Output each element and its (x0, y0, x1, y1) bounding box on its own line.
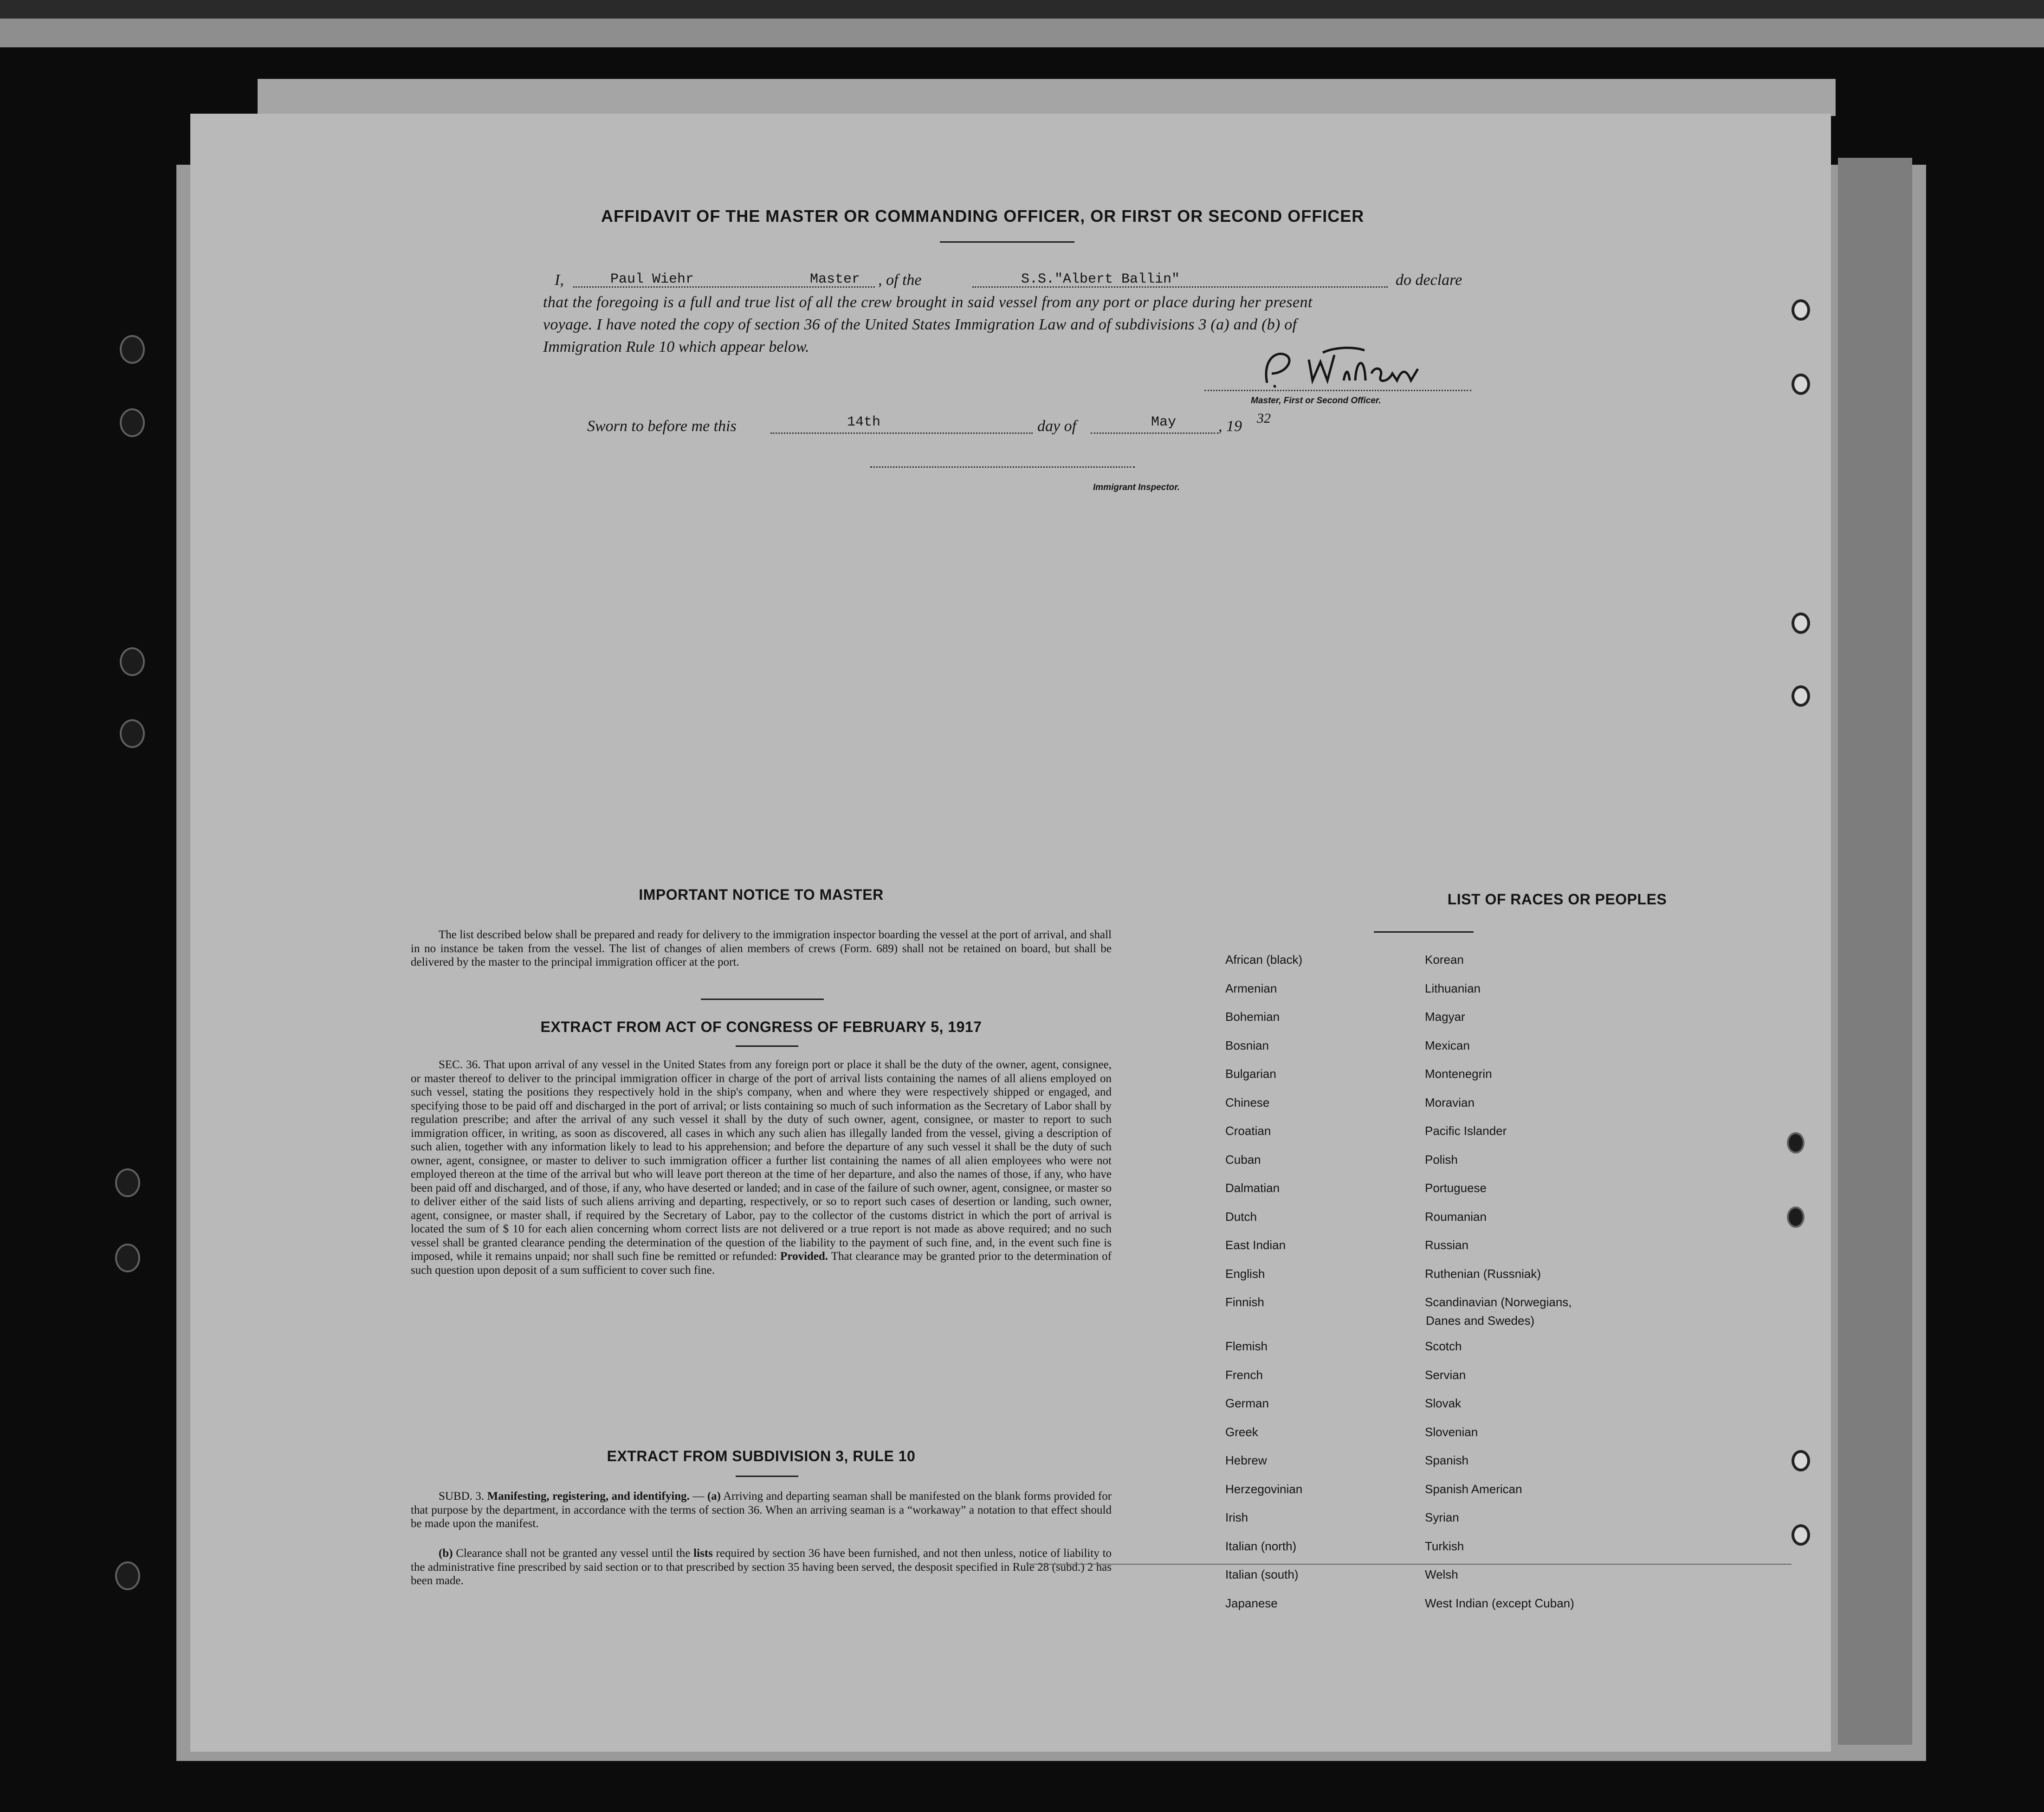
affidavit-page (190, 114, 1831, 1752)
race-item: Herzegovinian (1225, 1482, 1303, 1496)
race-item: Slovenian (1425, 1425, 1478, 1439)
race-item: Portuguese (1425, 1181, 1487, 1195)
affidavit-line-4: Immigration Rule 10 which appear below. (543, 338, 809, 355)
inspector-caption: Immigrant Inspector. (1093, 483, 1180, 492)
race-item: Ruthenian (Russniak) (1425, 1266, 1541, 1281)
race-item: Polish (1425, 1152, 1458, 1167)
race-item: Cuban (1225, 1152, 1261, 1167)
race-item: Syrian (1425, 1510, 1459, 1524)
race-item: Scandinavian (Norwegians, (1425, 1295, 1572, 1309)
notice-text: The list described below shall be prepared and ready for delivery to the immigration inspector boarding the vessel at the port of arrival, and shall in no instance be taken from the vessel. The list of changes of alien members of crews (Form. 689) shall not be retained on board, but shall be delivered by the master to the principal immigration officer at the port. (411, 929, 1112, 968)
race-item: Pacific Islander (1425, 1124, 1507, 1138)
binder-hole (115, 1244, 140, 1272)
race-item: Chinese (1225, 1095, 1270, 1109)
race-item: Slovak (1425, 1396, 1462, 1410)
act-body-end: That clearance may be granted prior to the determination of such question upon deposit of a sum sufficient to cover such fine. (411, 1250, 1112, 1277)
race-item: Dalmatian (1225, 1181, 1280, 1195)
affidavit-line-2: that the foregoing is a full and true list of all the crew brought in said vessel from any port or place during her present (543, 294, 1313, 311)
affidavit-i: I, (555, 271, 564, 289)
act-provided: Provided. (780, 1250, 828, 1263)
subd-b-label: (b) (439, 1547, 453, 1560)
race-item: German (1225, 1396, 1269, 1410)
act-body: SEC. 36. That upon arrival of any vessel in the United States from any foreign port or place it shall be the duty of the owner, agent, consignee, or master thereof to deliver to the principal immigration officer in charge of the port of arrival lists containing the names of all aliens employed on such vessel, stating the positions they respectively hold in the ship's company, when and where they were respectively shipped or engaged, and specifying those to be paid off and discharged in the port of arrival; or lists containing so much of such information as the Secretary of Labor shall by regulation prescribe; and after the arrival of any such vessel it shall by the duty of such owner, agent, consignee, or master to report to such immigration officer, in writing, as soon as discovered, all cases in which any such alien has illegally landed from the vessel, giving a description of such alien, together with any information likely to lead to his apprehension; and before the departure of any such vessel it shall be the duty of such owner, agent, consignee, or master to deliver to such immigration officer a further list containing the names of all alien employees who were not employed thereon at the time of the arrival but who will leave port thereon at the time of her departure, and also the names of those, if any, who have been paid off and discharged, and of those, if any, who have deserted or landed; and in case of the failure of such owner, agent, consignee, or master so to deliver either of the said lists of such aliens arriving and departing, respectively, or so to report such cases of desertion or landing, such owner, agent, consignee, or master shall, if required by the Secretary of Labor, pay to the collector of the customs district in which the port of arrival is located the sum of $ 10 for each alien concerning whom correct lists are not delivered or a true report is not made as above required; and no such vessel shall be granted clearance pending the determination of the question of the liability to the payment of such fine, and, in the event such fine is imposed, while it remains unpaid; nor shall such fine be remitted or refunded: (411, 1058, 1112, 1263)
day-line (770, 432, 1033, 434)
race-item: Bosnian (1225, 1038, 1269, 1052)
signature-caption: Master, First or Second Officer. (1251, 396, 1381, 406)
race-item: Roumanian (1425, 1209, 1487, 1224)
race-item: Korean (1425, 953, 1464, 967)
race-item: Hebrew (1225, 1453, 1267, 1467)
do-declare-text: do declare (1396, 271, 1462, 289)
vessel-name: S.S."Albert Ballin" (1021, 271, 1180, 287)
page-hole (1792, 1450, 1810, 1471)
race-item: Italian (north) (1225, 1539, 1297, 1553)
of-the-text: , of the (878, 271, 922, 289)
race-item: Dutch (1225, 1209, 1257, 1224)
binder-hole (115, 1561, 140, 1590)
page-hole (1792, 374, 1810, 395)
race-item: West Indian (except Cuban) (1425, 1596, 1574, 1610)
faint-rule (1026, 1564, 1792, 1565)
notice-title: IMPORTANT NOTICE TO MASTER (639, 886, 884, 903)
scanner-top-bar (0, 0, 2044, 19)
race-item: African (black) (1225, 953, 1303, 967)
subd-a-text (411, 1490, 1112, 1531)
race-item: English (1225, 1266, 1265, 1281)
race-item: Bohemian (1225, 1010, 1280, 1024)
sworn-text: Sworn to before me this (587, 418, 737, 435)
signature-line (1204, 390, 1471, 391)
master-name: Paul Wiehr (610, 271, 694, 287)
race-item: Spanish (1425, 1453, 1468, 1467)
act-rule (736, 1045, 798, 1047)
binder-hole (120, 408, 145, 437)
race-item: Japanese (1225, 1596, 1278, 1610)
notice-rule (701, 999, 824, 1000)
affidavit-title: AFFIDAVIT OF THE MASTER OR COMMANDING OFFICER, OR FIRST OR SECOND OFFICER (601, 206, 1365, 226)
subd-dash: — (692, 1490, 705, 1502)
race-item: East Indian (1225, 1238, 1286, 1252)
race-item: Bulgarian (1225, 1067, 1276, 1081)
right-edge-strip (1838, 158, 1912, 1745)
subd-b-body-2: required by section 36 have been furnished, and not then unless, notice of liability to the administrative fine prescribed by said section or to that prescribed by section 35 having been served, the desposit specified in Rule 28 (subd.) 2 has been made. (411, 1547, 1112, 1587)
race-item: Magyar (1425, 1010, 1465, 1024)
page-hole (1787, 1206, 1805, 1228)
subd-b-text (411, 1547, 1112, 1588)
month-line (1091, 432, 1218, 434)
act-title: EXTRACT FROM ACT OF CONGRESS OF FEBRUARY 5, 1917 (540, 1019, 982, 1035)
title-rule (940, 241, 1074, 243)
act-text (411, 1058, 1112, 1277)
subd-title: EXTRACT FROM SUBDIVISION 3, RULE 10 (607, 1448, 916, 1464)
race-item: Montenegrin (1425, 1067, 1492, 1081)
race-item: Greek (1225, 1425, 1258, 1439)
affidavit-line-3: voyage. I have noted the copy of section 36 of the United States Immigration Law and of subdivisions 3 (a) and (b) of (543, 316, 1297, 333)
race-item: French (1225, 1367, 1263, 1382)
races-right-column (1425, 953, 1574, 1625)
master-signature (1258, 341, 1453, 392)
race-item: Turkish (1425, 1539, 1464, 1553)
back-sheet-tab (258, 79, 1836, 116)
master-rank: Master (810, 271, 860, 287)
race-item: Flemish (1225, 1339, 1268, 1353)
scanner-top-strip (0, 19, 2044, 47)
races-left-column: African (black) Armenian Bohemian Bosnian Bulgarian Chinese Croatian Cuban Dalmatian Dutch East Indian English Finnish Flemish French German Greek Hebrew Herzegovinian Irish Italian (north) Italian (south) Japanese (1225, 953, 1302, 1625)
subd-a-body: Arriving and departing seaman shall be manifested on the blank forms provided for that purpose by the department, in accordance with the terms of section 36. When an arriving seaman is a “workaway” a notation to that effect should be made upon the manifest. (411, 1490, 1112, 1530)
subd-a-label: (a) (707, 1490, 721, 1502)
race-item: Irish (1225, 1510, 1248, 1524)
race-item: Lithuanian (1425, 981, 1481, 995)
binder-hole (120, 719, 145, 748)
binder-hole (115, 1168, 140, 1197)
day-of-text: day of (1037, 418, 1077, 435)
races-title: LIST OF RACES OR PEOPLES (1447, 891, 1667, 908)
year-prefix: , 19 (1218, 418, 1242, 435)
race-item: Welsh (1425, 1567, 1458, 1581)
race-item: Moravian (1425, 1095, 1475, 1109)
subd-prefix: SUBD. 3. (439, 1490, 485, 1502)
sworn-day: 14th (847, 414, 881, 430)
page-hole (1787, 1132, 1805, 1154)
sworn-month: May (1151, 414, 1177, 430)
race-item: Scotch (1425, 1339, 1462, 1353)
subd-b-lists: lists (693, 1547, 713, 1560)
binder-hole (120, 647, 145, 676)
inspector-line (870, 466, 1135, 468)
page-hole (1792, 613, 1810, 634)
race-item: Mexican (1425, 1038, 1470, 1052)
page-hole (1792, 685, 1810, 707)
race-item: Italian (south) (1225, 1567, 1299, 1581)
year-suffix: 32 (1257, 411, 1271, 426)
race-item: Russian (1425, 1238, 1468, 1252)
binder-hole (120, 335, 145, 364)
subd-b-body-1: Clearance shall not be granted any vessel until the (456, 1547, 691, 1560)
race-item: Danes and Swedes) (1426, 1314, 1535, 1328)
race-item: Armenian (1225, 981, 1277, 995)
race-item: Croatian (1225, 1124, 1271, 1138)
page-hole (1792, 299, 1810, 321)
race-item: Servian (1425, 1367, 1466, 1382)
races-rule (1374, 931, 1474, 933)
page-hole (1792, 1524, 1810, 1546)
race-item: Spanish American (1425, 1482, 1522, 1496)
subd-rule (736, 1476, 798, 1477)
subd-heading: Manifesting, registering, and identifying. (487, 1490, 690, 1502)
